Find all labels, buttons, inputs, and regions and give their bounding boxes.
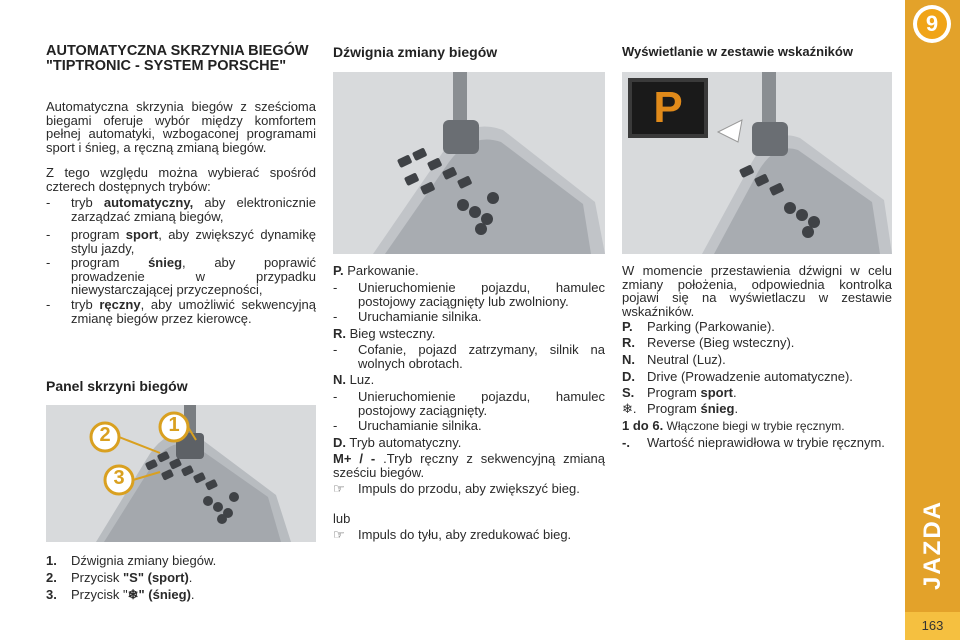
legend-item: 3. Przycisk "❄" (śnieg).	[46, 587, 195, 602]
gear-lever-title: Dźwignia zmiany biegów	[333, 44, 498, 60]
display-row-invalid: -. Wartość nieprawidłowa w trybie ręcznym.	[622, 435, 885, 450]
callout-3-label: 3	[113, 467, 125, 489]
display-row-manual: 1 do 6. Włączone biegi w trybie ręcznym.	[622, 418, 845, 433]
display-row: R. Reverse (Bieg wsteczny).	[622, 335, 795, 350]
page-number: 163	[905, 612, 960, 640]
gear-p-item: - Unieruchomienie pojazdu, hamulec postojowy zaciągnięty lub zwolniony.	[333, 280, 605, 309]
display-row: N. Neutral (Luz).	[622, 352, 726, 367]
gear-n-item: - Unieruchomienie pojazdu, hamulec postojowy zaciągnięty.	[333, 389, 605, 418]
display-row: P. Parking (Parkowanie).	[622, 319, 775, 334]
gear-r-item: - Cofanie, pojazd zatrzymany, silnik na wolnych obrotach.	[333, 342, 605, 371]
section-tab	[905, 500, 960, 590]
finger-icon: ☞	[333, 481, 345, 496]
gear-r: R. Bieg wsteczny.	[333, 326, 436, 341]
finger-icon: ☞	[333, 527, 345, 542]
display-row: D. Drive (Prowadzenie automatyczne).	[622, 369, 853, 384]
snowflake-icon: ❄.	[622, 401, 637, 416]
mode-item: - tryb automatyczny, aby elektronicznie zarządzać zmianą biegów,	[46, 195, 316, 224]
modes-intro: Z tego względu można wybierać spośród czterech dostępnych trybów:	[46, 165, 316, 194]
legend-item: 1. Dźwignia zmiany biegów.	[46, 553, 217, 568]
gear-n-item: - Uruchamianie silnika.	[333, 418, 482, 433]
section-title: JAZDA	[918, 499, 946, 591]
or-text: lub	[333, 511, 351, 526]
display-row-snow: ❄. Program śnieg.	[622, 401, 739, 416]
gear-d: D. Tryb automatyczny.	[333, 435, 462, 450]
gearbox-intro: Automatyczna skrzynia biegów z sześcioma biegami oferuje wybór między komfortem pełnej automatyki, wzbogaconej programami sport i śnieg, a ręczną zmianą biegów.	[46, 99, 316, 155]
display-row-sport: S. Program sport.	[622, 385, 737, 400]
gearbox-panel-illustration	[46, 405, 316, 542]
display-gear-letter: P	[653, 83, 683, 132]
panel-title: Panel skrzyni biegów	[46, 378, 188, 394]
chapter-number: 9	[917, 9, 947, 39]
legend-item: 2. Przycisk "S" (sport).	[46, 570, 193, 585]
impulse-forward: ☞ Impuls do przodu, aby zwiększyć bieg.	[333, 481, 580, 496]
callout-2-label: 2	[99, 424, 111, 446]
gear-n: N. Luz.	[333, 372, 375, 387]
impulse-back: ☞ Impuls do tyłu, aby zredukować bieg.	[333, 527, 572, 542]
mode-item: - program śnieg, aby poprawić prowadzenie w przypadku niewystarczającej przyczepności,	[46, 255, 316, 297]
gear-p-item: - Uruchamianie silnika.	[333, 309, 482, 324]
gear-lever-drawing	[333, 72, 605, 254]
mode-item: - program sport, aby zwiększyć dynamikę stylu jazdy,	[46, 227, 316, 256]
gear-manual: M+ / - .Tryb ręczny z sekwencyjną zmianą sześciu biegów.	[333, 451, 605, 480]
display-intro: W momencie przestawienia dźwigni w celu zmiany położenia, odpowiednia kontrolka pojawi się na wyświetlaczu w zestawie wskaźników.	[622, 263, 892, 319]
gearbox-title: AUTOMATYCZNA SKRZYNIA BIEGÓW "TIPTRONIC - SYSTEM PORSCHE"	[46, 43, 309, 74]
mode-item: - tryb ręczny, aby umożliwić sekwencyjną zmianę biegów przez kierowcę.	[46, 297, 316, 326]
gear-p: P. Parkowanie.	[333, 263, 419, 278]
chapter-badge	[913, 5, 951, 43]
gear-lever-illustration	[333, 72, 605, 254]
display-illustration	[622, 72, 892, 254]
callout-1-label: 1	[168, 414, 180, 436]
display-title: Wyświetlanie w zestawie wskaźników	[622, 44, 853, 59]
